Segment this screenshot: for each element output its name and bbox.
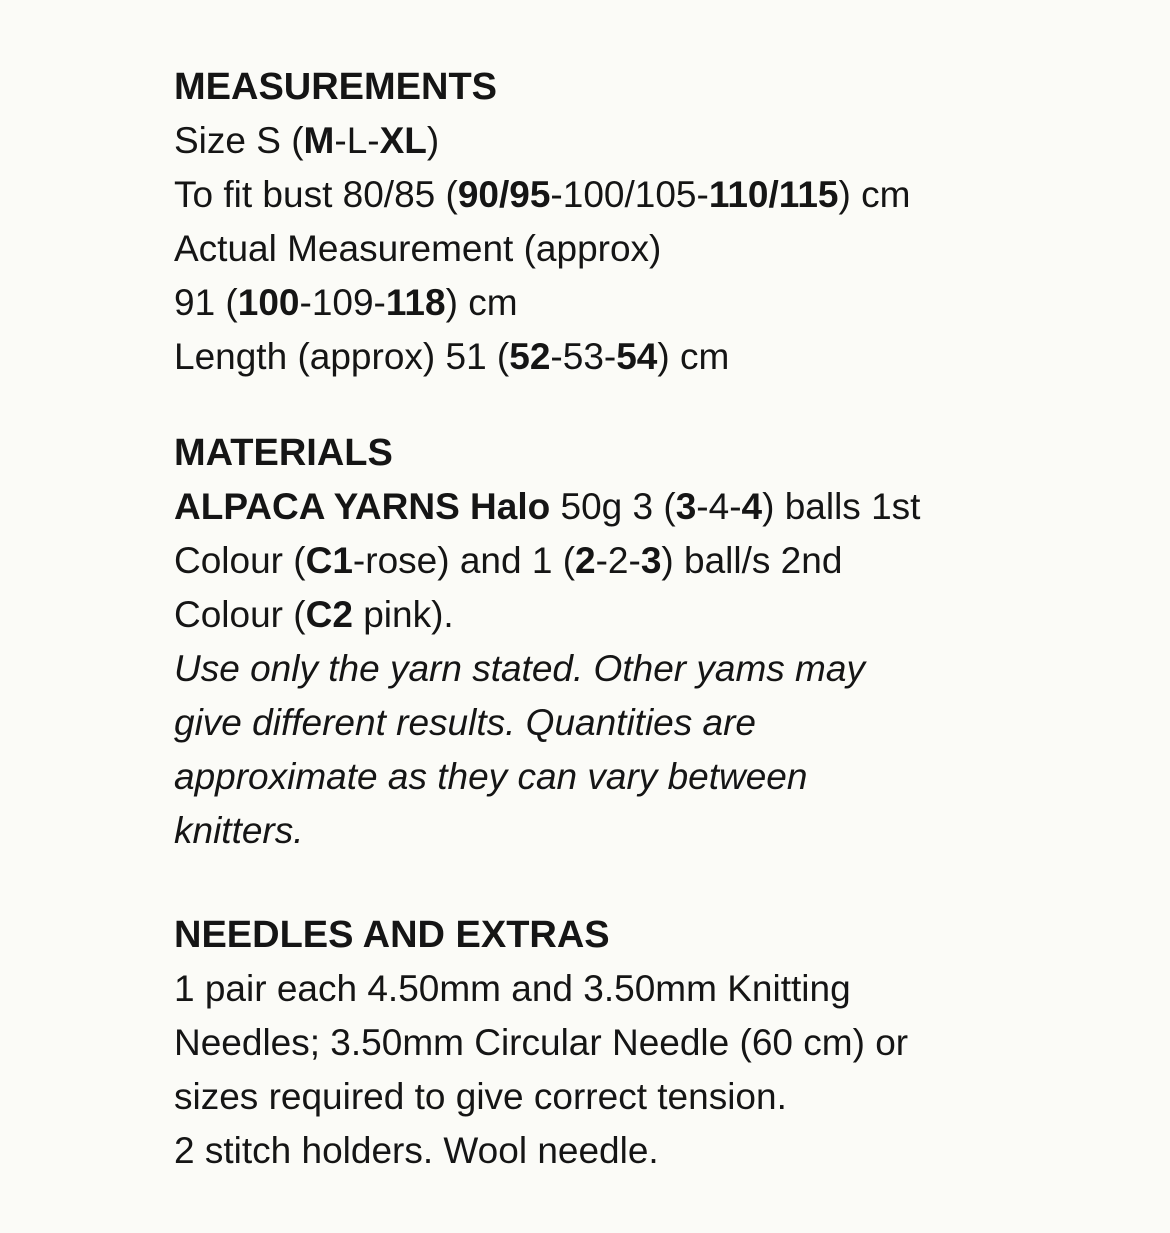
colour2-line [174,588,1134,642]
actual-s: 91 ( [174,282,238,323]
bust-m: 90/95 [457,174,551,215]
size-text: Size S ( [174,120,304,161]
yarn-note-line: Use only the yarn stated. Other yams may [174,648,865,689]
bust-text: To fit bust 80/85 ( [174,174,458,215]
materials-section [174,426,1134,858]
size-xl: XL [379,120,427,161]
size-line [174,114,1134,168]
needles-line: 1 pair each 4.50mm and 3.50mm Knitting [174,968,851,1009]
colour1-text-3: ) ball/s 2nd [661,540,843,581]
yarn-qty-xl: 4 [741,486,763,527]
actual-l: -109- [299,282,386,323]
yarn-brand: ALPACA YARNS Halo [174,486,551,527]
colour2-text: Colour ( [174,594,306,635]
size-text-3: ) [426,120,440,161]
yarn-note-line: knitters. [174,810,304,851]
measurements-section [174,60,1134,384]
bust-line [174,168,1134,222]
actual-xl: 118 [385,282,446,323]
actual-unit: ) cm [445,282,518,323]
length-xl: 54 [616,336,658,377]
length-line [174,330,1134,384]
materials-heading: MATERIALS [174,432,393,474]
colour2-text-2: pink). [352,594,454,635]
yarn-qty-unit: ) balls 1st [762,486,921,527]
colour2-qty-m: 2 [575,540,596,581]
actual-measurement-line [174,276,1134,330]
needles-section [174,908,1134,1178]
needles-heading: NEEDLES AND EXTRAS [174,914,610,956]
actual-measurement-label: Actual Measurement (approx) [174,228,662,269]
colour1-text-2: -rose) and 1 ( [352,540,576,581]
bust-xl: 110/115 [708,174,839,215]
yarn-line [174,480,1134,534]
length-m: 52 [509,336,551,377]
yarn-qty-l: -4- [696,486,742,527]
needles-line: 2 stitch holders. Wool needle. [174,1130,659,1171]
bust-unit: ) cm [838,174,911,215]
size-m: M [303,120,335,161]
length-unit: ) cm [657,336,730,377]
yarn-note-line: give different results. Quantities are [174,702,757,743]
pattern-info-page [174,60,1134,1178]
colour1-text: Colour ( [174,540,306,581]
colour2-qty-l: -2- [595,540,641,581]
colour1-line [174,534,1134,588]
length-l: -53- [550,336,617,377]
colour2-qty-xl: 3 [640,540,662,581]
yarn-qty-s: 50g 3 ( [550,486,676,527]
measurements-heading: MEASUREMENTS [174,66,498,108]
yarn-qty-m: 3 [675,486,697,527]
yarn-note-line: approximate as they can vary between [174,756,808,797]
needles-line: sizes required to give correct tension. [174,1076,787,1117]
colour1-code: C1 [305,540,353,581]
colour2-code: C2 [305,594,353,635]
bust-l: -100/105- [550,174,709,215]
needles-line: Needles; 3.50mm Circular Needle (60 cm) or [174,1022,909,1063]
length-s: Length (approx) 51 ( [174,336,510,377]
actual-m: 100 [237,282,300,323]
size-text-2: -L- [334,120,380,161]
